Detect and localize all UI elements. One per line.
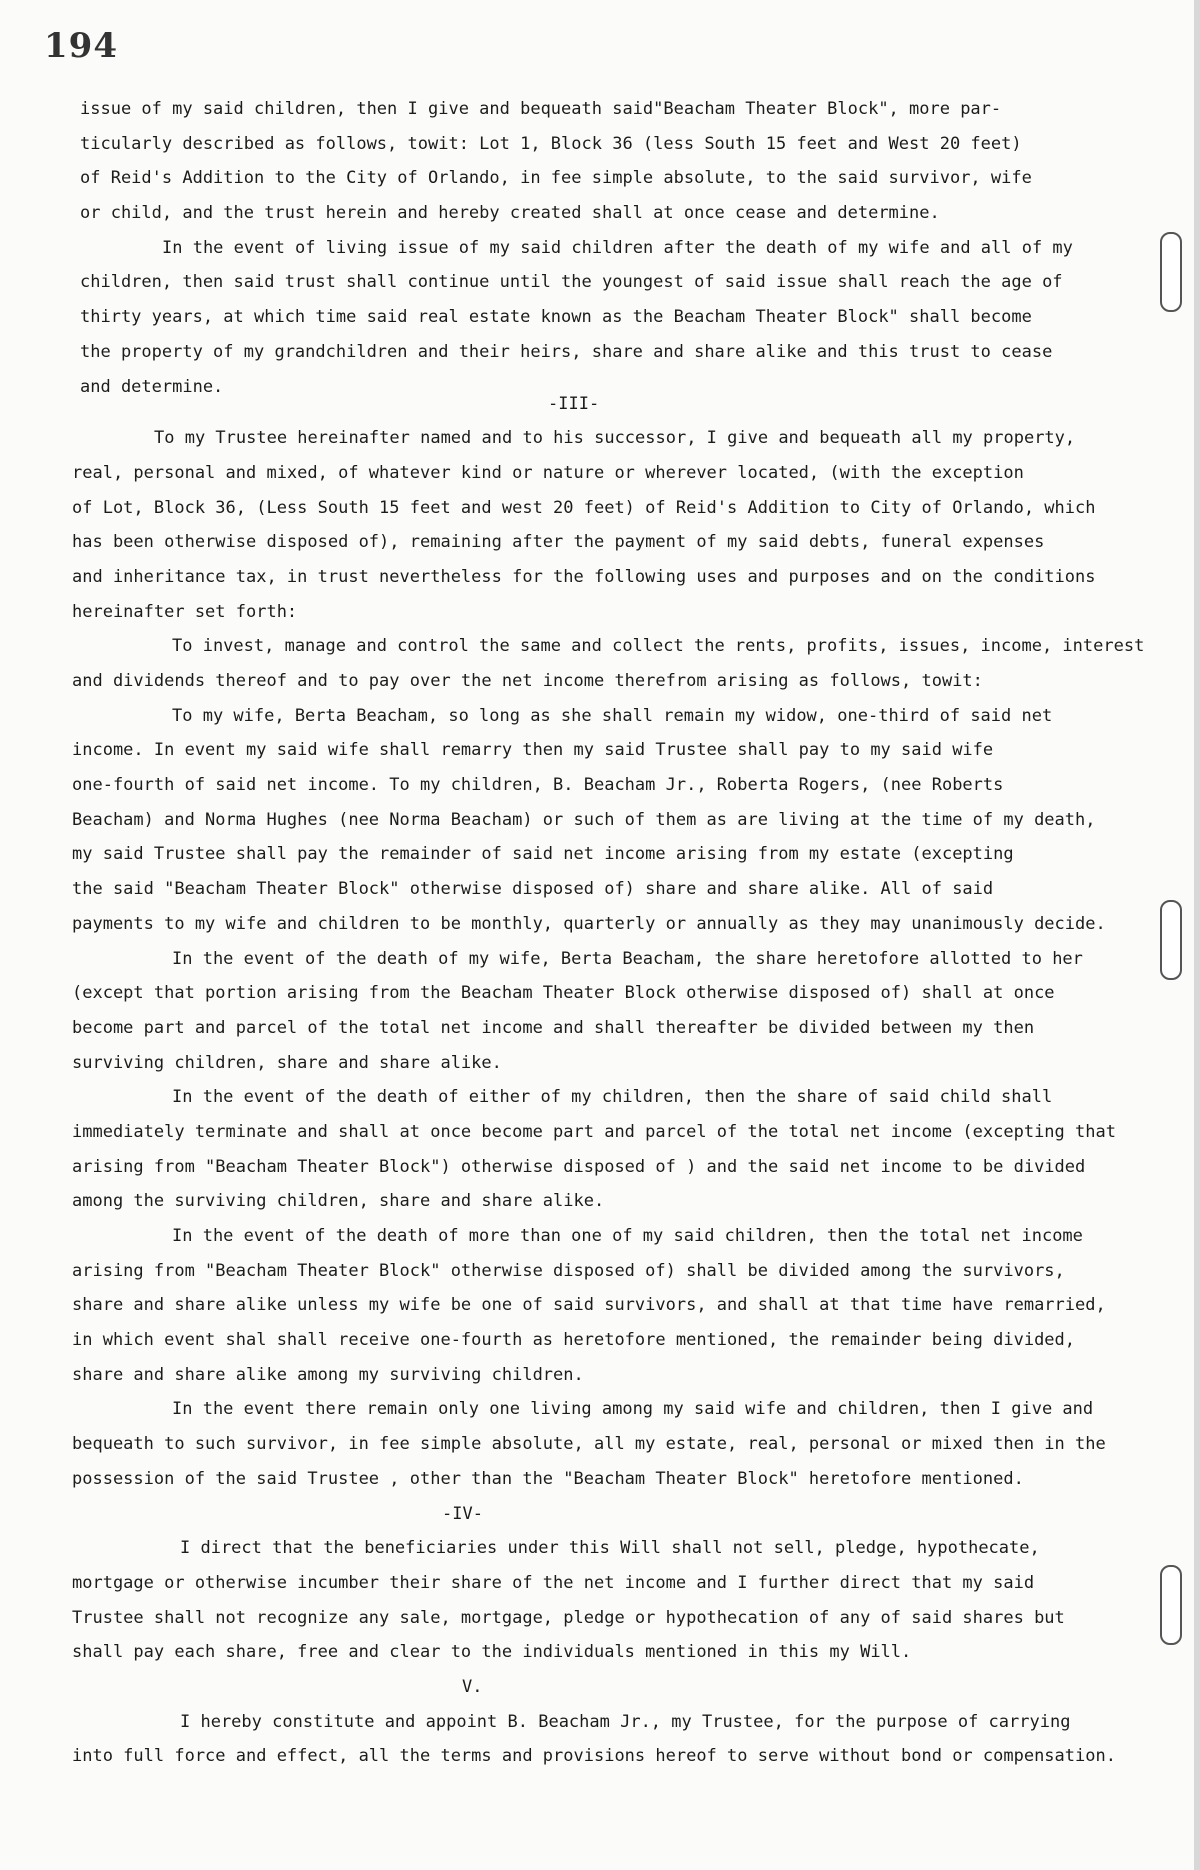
text-line: shall pay each share, free and clear to the individuals mentioned in this my Will. — [72, 1642, 912, 1663]
punch-hole-top — [1160, 232, 1182, 312]
text-line: or child, and the trust herein and hereby created shall at once cease and determine. — [80, 203, 940, 224]
text-line: hereinafter set forth: — [72, 601, 298, 622]
scan-edge-shadow — [1194, 0, 1200, 1870]
text-line: become part and parcel of the total net income and shall thereafter be divided between my then — [72, 1017, 1035, 1038]
text-line: payments to my wife and children to be monthly, quarterly or annually as they may unanimously decide. — [72, 913, 1106, 934]
text-line: Beacham) and Norma Hughes (nee Norma Beacham) or such of them as are living at the time of my death, — [72, 809, 1096, 830]
text-line: In the event of the death of either of my children, then the share of said child shall — [172, 1087, 1053, 1108]
text-line: In the event of the death of more than one of my said children, then the total net income — [172, 1226, 1083, 1246]
text-line: share and share alike among my surviving children. — [72, 1364, 584, 1385]
section-heading-iv: -IV- — [442, 1503, 483, 1524]
text-line: ticularly described as follows, towit: Lot 1, Block 36 (less South 15 feet and West 20 feet) — [80, 133, 1022, 154]
text-line: mortgage or otherwise incumber their share of the net income and I further direct that my said — [72, 1572, 1035, 1593]
text-line: real, personal and mixed, of whatever kind or nature or wherever located, (with the exception — [72, 462, 1024, 483]
page-number: 194 — [44, 26, 118, 66]
punch-hole-middle — [1160, 900, 1182, 980]
text-line: my said Trustee shall pay the remainder of said net income arising from my estate (excepting — [72, 844, 1014, 865]
text-line: In the event of the death of my wife, Berta Beacham, the share heretofore allotted to her — [172, 948, 1083, 969]
text-line: into full force and effect, all the terms and provisions hereof to serve without bond or compensation. — [72, 1746, 1116, 1767]
text-line: bequeath to such survivor, in fee simple absolute, all my estate, real, personal or mixed then in the — [72, 1434, 1106, 1455]
text-line: the said "Beacham Theater Block" otherwise disposed of) share and share alike. All of said — [72, 879, 994, 900]
text-line: immediately terminate and shall at once become part and parcel of the total net income (excepting that — [72, 1121, 1116, 1142]
text-line: arising from "Beacham Theater Block" otherwise disposed of) shall be divided among the survivors, — [72, 1260, 1065, 1281]
text-line: In the event of living issue of my said children after the death of my wife and all of my — [162, 237, 1073, 258]
will-text — [72, 92, 1145, 1774]
text-line: among the surviving children, share and share alike. — [72, 1191, 605, 1212]
punch-hole-bottom — [1160, 1565, 1182, 1645]
text-line: of Reid's Addition to the City of Orlando, in fee simple absolute, to the said survivor, wife — [80, 168, 1032, 189]
text-line: To my Trustee hereinafter named and to his successor, I give and bequeath all my property, — [154, 428, 1076, 449]
text-line: To my wife, Berta Beacham, so long as she shall remain my widow, one-third of said net — [172, 705, 1053, 726]
text-line: Trustee shall not recognize any sale, mortgage, pledge or hypothecation of any of said shares but — [72, 1607, 1065, 1628]
section-heading-v: V. — [462, 1676, 483, 1697]
text-line: I direct that the beneficiaries under this Will shall not sell, pledge, hypothecate, — [180, 1538, 1040, 1559]
text-line: children, then said trust shall continue until the youngest of said issue shall reach the age of — [80, 272, 1063, 293]
text-line: thirty years, at which time said real estate known as the Beacham Theater Block" shall become — [80, 307, 1032, 328]
text-line: To invest, manage and control the same and collect the rents, profits, issues, income, interest — [172, 636, 1145, 657]
text-line: share and share alike unless my wife be one of said survivors, and shall at that time have remarried, — [72, 1295, 1106, 1316]
text-line: in which event shal shall receive one-fourth as heretofore mentioned, the remainder being divided, — [72, 1330, 1076, 1351]
text-line: and determine. — [80, 376, 224, 397]
text-line: of Lot, Block 36, (Less South 15 feet and west 20 feet) of Reid's Addition to City of Orlando, which — [72, 497, 1096, 518]
text-line: and inheritance tax, in trust nevertheless for the following uses and purposes and on the conditions — [72, 566, 1096, 587]
text-line: has been otherwise disposed of), remaining after the payment of my said debts, funeral expenses — [72, 532, 1045, 553]
text-line: issue of my said children, then I give and bequeath said"Beacham Theater Block", more par- — [80, 99, 1002, 119]
text-line: In the event there remain only one living among my said wife and children, then I give and — [172, 1399, 1094, 1420]
text-line: the property of my grandchildren and their heirs, share and share alike and this trust to cease — [80, 341, 1053, 362]
text-line: one-fourth of said net income. To my children, B. Beacham Jr., Roberta Rogers, (nee Roberts — [72, 775, 1004, 796]
text-line: income. In event my said wife shall remarry then my said Trustee shall pay to my said wife — [72, 740, 994, 761]
section-heading-iii: -III- — [548, 393, 600, 414]
text-line: I hereby constitute and appoint B. Beacham Jr., my Trustee, for the purpose of carrying — [180, 1711, 1071, 1732]
text-line: surviving children, share and share alike. — [72, 1052, 502, 1073]
text-line: (except that portion arising from the Beacham Theater Block otherwise disposed of) shall at once — [72, 983, 1055, 1004]
text-line: arising from "Beacham Theater Block") otherwise disposed of ) and the said net income to be divided — [72, 1156, 1086, 1177]
text-line: and dividends thereof and to pay over the net income therefrom arising as follows, towit: — [72, 671, 983, 691]
text-line: possession of the said Trustee , other than the "Beacham Theater Block" heretofore mentioned. — [72, 1468, 1024, 1489]
